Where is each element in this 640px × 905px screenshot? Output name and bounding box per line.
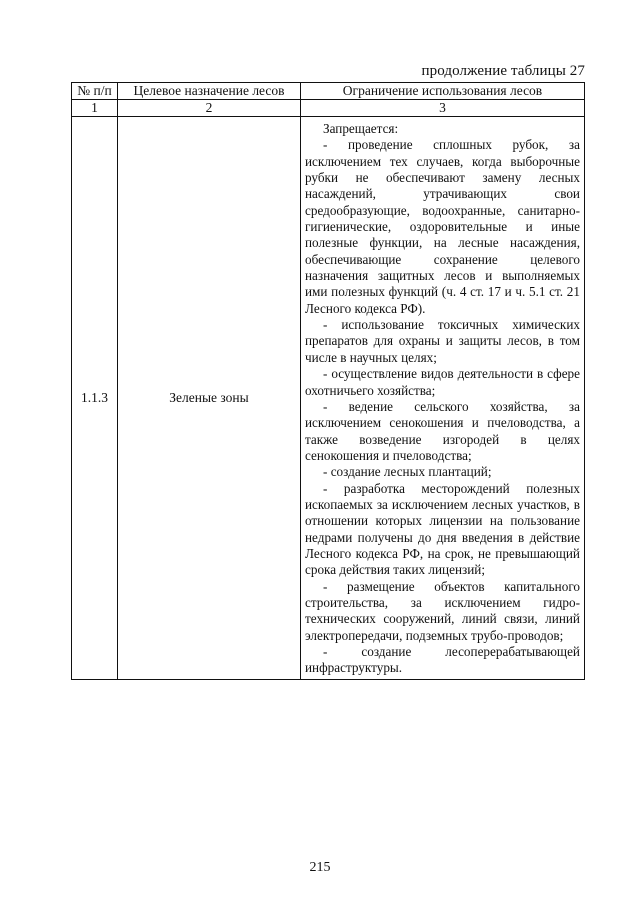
restriction-item-wood-processing: - создание лесоперерабатывающей инфраструктуры.	[305, 644, 580, 676]
column-number-3: 3	[301, 100, 585, 117]
restriction-item-hunting: - осуществление видов деятельности в сфере охотничьего хозяйства;	[305, 366, 580, 398]
page-number: 215	[309, 860, 331, 875]
restriction-item-plantations: - создание лесных плантаций;	[323, 464, 492, 480]
restrictions-table	[71, 82, 585, 680]
row-number: 1.1.3	[72, 117, 118, 680]
restriction-item-agriculture: - ведение сельского хозяйства, за исключением сенокошения и пчеловодства, а также возведение изгородей в целях сенокошения и пчеловодства;	[305, 398, 580, 463]
restriction-item-construction: - размещение объектов капитального строительства, за исключением гидро-технических сооружений, линий связи, линий электропередачи, подземных трубо-проводов;	[305, 578, 580, 643]
column-number-2: 2	[118, 100, 301, 117]
table-header-row	[72, 83, 585, 100]
column-number-row	[72, 100, 585, 117]
restriction-item-clear-cutting: - проведение сплошных рубок, за исключением тех случаев, когда выборочные рубки не обеспечивают замену лесных насаждений, утрачивающих свои средообразующие, водоохранные, санитарно-гигиенические, оздоровительные и иные полезные функции, на лесные насаждения, обеспечивающие сохранение целевого назначения защитных лесов и выполняемых ими полезных функций (ч. 4 ст. 17 и ч. 5.1 ст. 21 Лесного кодекса РФ).	[305, 137, 580, 316]
table-caption: продолжение таблицы 27	[421, 63, 585, 79]
header-restrictions: Ограничение использования лесов	[301, 83, 585, 100]
header-number: № п/п	[72, 83, 118, 100]
row-restrictions	[301, 117, 585, 680]
restriction-item-mining: - разработка месторождений полезных ископаемых за исключением лесных участков, в отношении которых лицензии на пользование недрами получены до дня введения в действие Лесного кодекса РФ, на срок, не превышающий срока действия таких лицензий;	[305, 480, 580, 578]
restrictions-intro: Запрещается:	[323, 121, 399, 136]
restriction-item-toxic-chemicals: - использование токсичных химических препаратов для охраны и защиты лесов, в том числе в научных целях;	[305, 317, 580, 365]
row-purpose: Зеленые зоны	[118, 117, 301, 680]
header-purpose: Целевое назначение лесов	[118, 83, 301, 100]
table-row	[72, 117, 585, 680]
column-number-1: 1	[72, 100, 118, 117]
